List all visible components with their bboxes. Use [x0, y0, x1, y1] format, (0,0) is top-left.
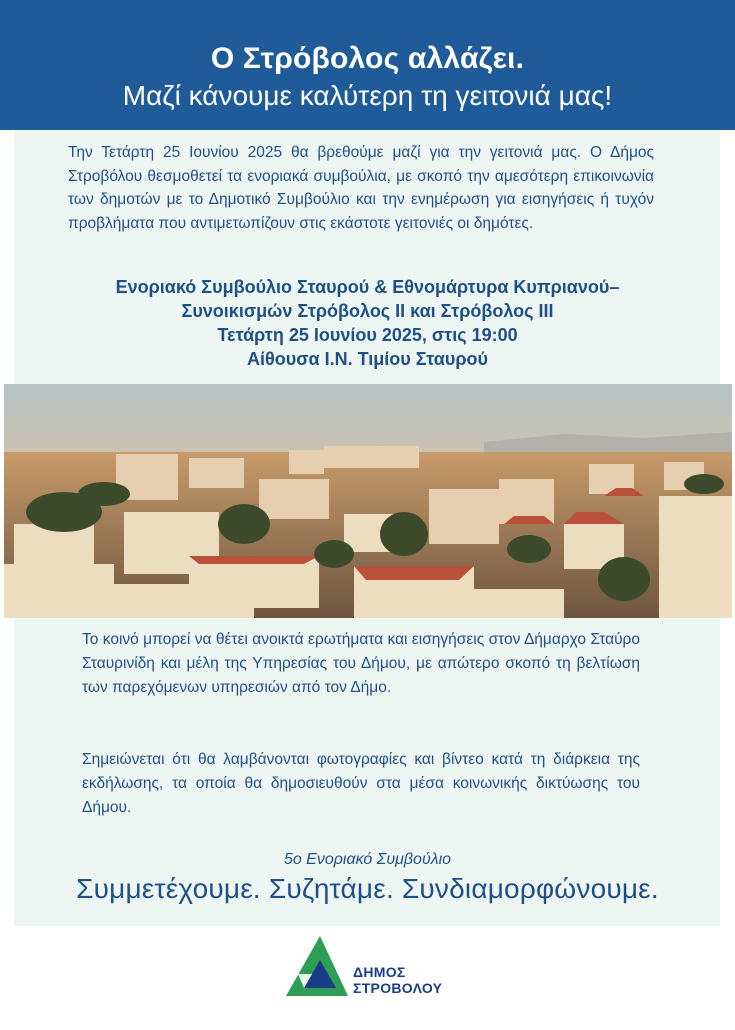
header-banner	[0, 0, 735, 130]
page-title: Ο Στρόβολος αλλάζει.	[210, 42, 525, 75]
event-date-time: Τετάρτη 25 Ιουνίου 2025, στις 19:00	[217, 325, 518, 345]
media-notice-paragraph: Σημειώνεται ότι θα λαμβάνονται φωτογραφίες και βίντεο κατά τη διάρκεια της εκδήλωσης, τα οποία θα δημοσιευθούν στα μέσα κοινωνικής δικτύωσης του Δήμου.	[82, 751, 640, 816]
event-title-line1: Ενοριακό Συμβούλιο Σταυρού & Εθνομάρτυρα Κυπριανού–	[115, 277, 620, 297]
questions-paragraph: Το κοινό μπορεί να θέτει ανοικτά ερωτήματα και εισηγήσεις στον Δήμαρχο Σταύρο Σταυρινίδη και μέλη της Υπηρεσίας του Δήμου, με απώτερο σκοπό τη βελτίωση των παρεχόμενων υπηρεσιών από τον Δήμο.	[82, 631, 640, 696]
neighborhood-photo	[4, 384, 732, 618]
intro-paragraph: Την Τετάρτη 25 Ιουνίου 2025 θα βρεθούμε μαζί για την γειτονιά μας. Ο Δήμος Στροβόλου θεσμοθετεί τα ενοριακά συμβούλια, με σκοπό την αμεσότερη επικοινωνία των δημοτών με το Δημοτικό Συμβούλιο και την ενημέρωση για εισηγήσεις ή τυχόν προβλήματα που αντιμετωπίζουν στις εκάστοτε γειτονιές οι δημότες.	[68, 144, 654, 232]
municipality-logo-text: ΔΗΜΟΣ ΣΤΡΟΒΟΛΟΥ	[353, 964, 443, 996]
slogan: Συμμετέχουμε. Συζητάμε. Συνδιαμορφώνουμε.	[76, 873, 659, 904]
council-number: 5ο Ενοριακό Συμβούλιο	[283, 851, 452, 868]
page-subtitle: Μαζί κάνουμε καλύτερη τη γειτονιά μας!	[122, 80, 613, 111]
event-venue: Αίθουσα Ι.Ν. Τιμίου Σταυρού	[247, 349, 488, 369]
event-title-line2: Συνοικισμών Στρόβολος ΙΙ και Στρόβολος ΙΙΙ	[181, 301, 554, 321]
event-details	[30, 275, 705, 371]
